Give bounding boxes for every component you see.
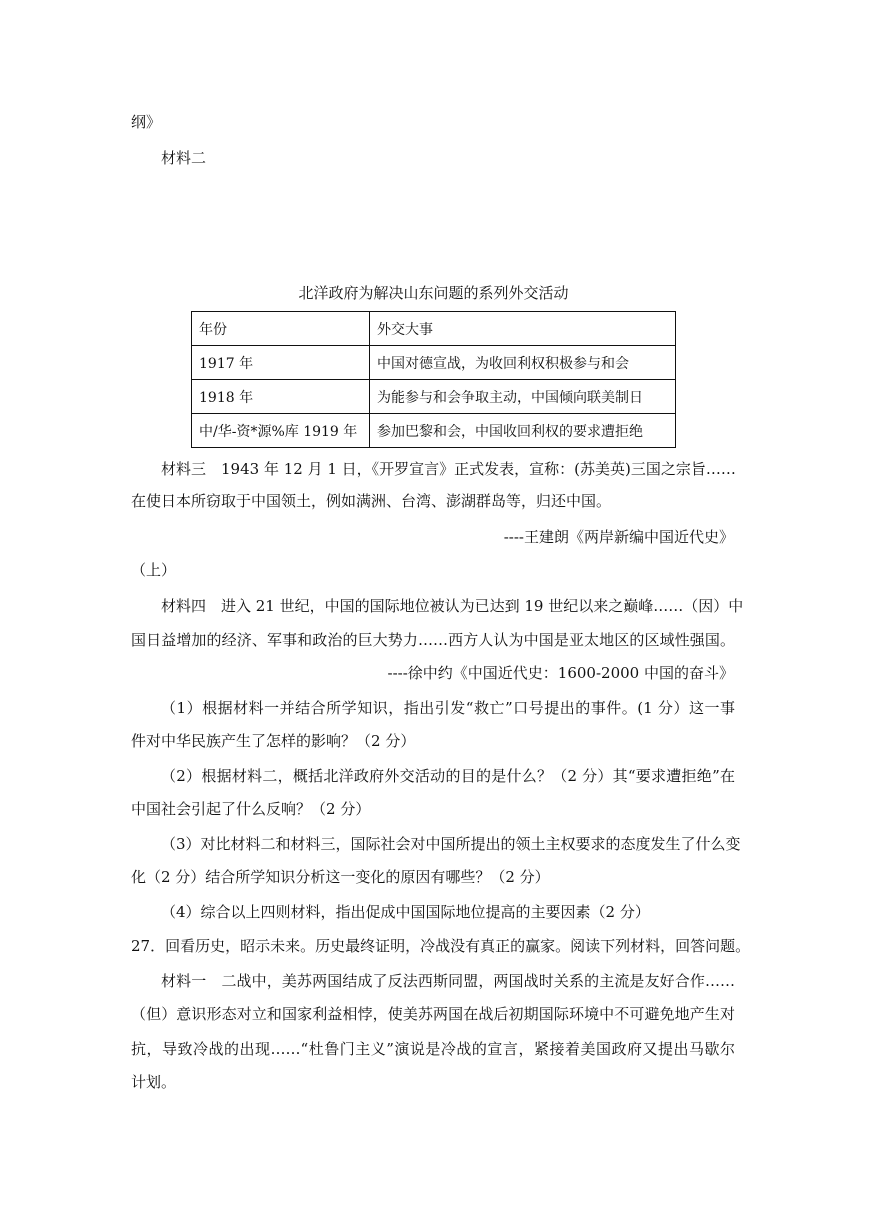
row-event: 参加巴黎和会，中国收回利权的要求遭拒绝 [370,414,676,448]
text-line: 纲》 [131,113,162,131]
material-label: 材料二 [161,149,207,167]
row-year: 1918 年 [192,380,370,414]
table-row [192,380,676,414]
row-year: 中/华-资*源%库 1919 年 [192,414,370,448]
material-three: 材料三 1943 年 12 月 1 日，《开罗宣言》正式发表，宣称：(苏美英)三国之宗旨…… [161,460,736,478]
material-one: 材料一 二战中，美苏两国结成了反法西斯同盟，两国战时关系的主流是友好合作…… [161,972,735,990]
citation: ----王建朗《两岸新编中国近代史》 [503,528,734,546]
text-line: （上） [131,561,177,579]
question-3: （3）对比材料二和材料三，国际社会对中国所提出的领土主权要求的态度发生了什么变 [161,835,741,853]
text-line: 国日益增加的经济、军事和政治的巨大势力……西方人认为中国是亚太地区的区域性强国。 [131,631,735,649]
text-line: 在使日本所窃取于中国领土，例如满洲、台湾、澎湖群岛等，归还中国。 [131,492,612,510]
text-line: 抗，导致冷战的出现……“杜鲁门主义”演说是冷战的宣言，紧接着美国政府又提出马歇尔 [131,1040,735,1058]
diplomacy-table [191,311,676,448]
text-line: 件对中华民族产生了怎样的影响？（2 分） [131,732,416,750]
row-year: 1917 年 [192,346,370,380]
table-title: 北洋政府为解决山东问题的系列外交活动 [298,284,569,302]
row-event: 为能参与和会争取主动，中国倾向联美制日 [370,380,676,414]
text-line: 化（2 分）结合所学知识分析这一变化的原因有哪些？（2 分） [131,868,550,886]
question-4: （4）综合以上四则材料，指出促成中国国际地位提高的主要因素（2 分） [161,903,650,921]
header-year: 年份 [192,312,370,346]
table-row [192,414,676,448]
row-event: 中国对德宣战，为收回利权积极参与和会 [370,346,676,380]
question-2: （2）根据材料二，概括北洋政府外交活动的目的是什么？（2 分）其“要求遭拒绝”在 [161,767,735,785]
table-row [192,346,676,380]
citation: ----徐中约《中国近代史：1600-2000 中国的奋斗》 [387,664,734,682]
material-four: 材料四 进入 21 世纪，中国的国际地位被认为已达到 19 世纪以来之巅峰……（因）中 [161,597,744,615]
text-line: （但）意识形态对立和国家利益相悖，使美苏两国在战后初期国际环境中不可避免地产生对 [131,1005,735,1023]
header-event: 外交大事 [370,312,676,346]
text-line: 计划。 [131,1073,177,1091]
text-line: 中国社会引起了什么反响？（2 分） [131,800,371,818]
question-1: （1）根据材料一并结合所学知识，指出引发“救亡”口号提出的事件。(1 分）这一事 [161,699,735,717]
question-27: 27．回看历史，昭示未来。历史最终证明，冷战没有真正的赢家。阅读下列材料，回答问题。 [131,937,751,955]
table-header-row [192,312,676,346]
